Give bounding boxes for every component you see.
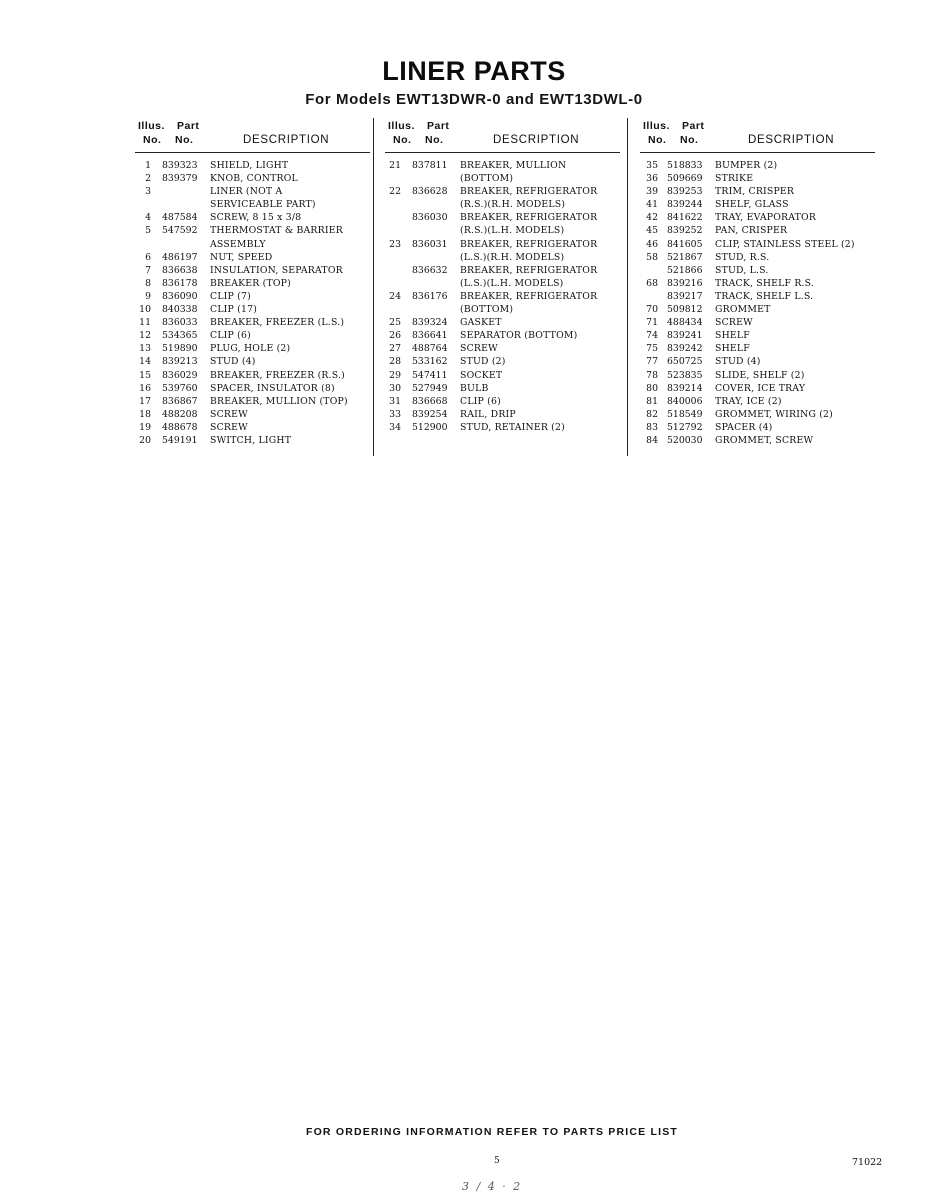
part-number: 839217 — [667, 290, 703, 302]
illus-number: 34 — [389, 421, 401, 433]
table-row — [385, 159, 620, 172]
illus-number: 6 — [145, 251, 151, 263]
part-description: SOCKET — [460, 369, 503, 381]
illus-number: 8 — [145, 277, 151, 289]
illus-number: 20 — [139, 434, 151, 446]
parts-list — [385, 159, 620, 434]
part-number: 836638 — [162, 264, 198, 276]
table-row — [640, 264, 875, 277]
part-number: 549191 — [162, 434, 198, 446]
illus-number: 22 — [389, 186, 401, 198]
illus-number: 29 — [389, 369, 401, 381]
header-part: Part — [682, 120, 705, 132]
table-row — [135, 329, 370, 342]
parts-column-2 — [385, 118, 620, 434]
illus-number: 80 — [646, 382, 658, 394]
table-row — [640, 408, 875, 421]
table-row — [640, 290, 875, 303]
illus-number: 3 — [145, 186, 151, 198]
table-row — [135, 211, 370, 224]
part-description: PAN, CRISPER — [715, 225, 788, 237]
part-description: (R.S.)(R.H. MODELS) — [460, 199, 566, 211]
part-description: BREAKER, FREEZER (R.S.) — [210, 369, 346, 381]
illus-number: 25 — [389, 317, 401, 329]
part-description: TRIM, CRISPER — [715, 186, 795, 198]
part-number: 839323 — [162, 160, 198, 171]
illus-number: 71 — [646, 317, 658, 329]
table-row — [135, 342, 370, 355]
illus-number: 27 — [389, 343, 401, 355]
document-number: 71022 — [852, 1157, 883, 1168]
parts-list — [135, 159, 370, 447]
part-number: 839253 — [667, 186, 703, 198]
illus-number: 13 — [139, 343, 151, 355]
page-number: 5 — [494, 1156, 500, 1166]
part-description: SPACER, INSULATOR (8) — [210, 382, 335, 394]
part-description: SCREW — [460, 343, 498, 355]
part-number: 521866 — [667, 264, 703, 276]
header-illus-no: No. — [648, 134, 667, 146]
part-number: 527949 — [412, 382, 448, 394]
table-row — [640, 251, 875, 264]
table-row — [640, 369, 875, 382]
table-row — [640, 382, 875, 395]
table-row — [385, 303, 620, 316]
part-description: STUD, L.S. — [715, 264, 769, 276]
illus-number: 12 — [139, 330, 151, 342]
illus-number: 14 — [139, 356, 151, 368]
illus-number: 23 — [389, 238, 401, 250]
parts-column-1 — [135, 118, 370, 447]
table-row — [640, 421, 875, 434]
table-row — [385, 382, 620, 395]
column-header — [135, 118, 370, 152]
illus-number: 11 — [139, 317, 151, 329]
part-description: KNOB, CONTROL — [210, 173, 298, 185]
column-divider — [627, 118, 628, 456]
illus-number: 26 — [389, 330, 401, 342]
table-row — [385, 198, 620, 211]
illus-number: 2 — [145, 173, 151, 185]
part-number: 839254 — [412, 408, 448, 420]
illus-number: 4 — [145, 212, 151, 224]
illus-number: 10 — [139, 304, 151, 316]
illus-number: 81 — [646, 395, 658, 407]
illus-number: 36 — [646, 173, 658, 185]
part-description: (BOTTOM) — [460, 304, 514, 316]
table-row — [640, 198, 875, 211]
header-description: DESCRIPTION — [243, 134, 330, 146]
part-description: LINER (NOT A — [210, 186, 283, 198]
table-row — [385, 369, 620, 382]
table-row — [135, 198, 370, 211]
part-number: 839324 — [412, 317, 448, 329]
part-description: BREAKER, REFRIGERATOR — [460, 212, 598, 224]
part-number: 509669 — [667, 173, 703, 185]
table-row — [135, 369, 370, 382]
part-description: CLIP (7) — [210, 290, 251, 302]
table-row — [385, 251, 620, 264]
part-description: THERMOSTAT & BARRIER — [210, 225, 343, 237]
illus-number: 24 — [389, 290, 401, 302]
illus-number: 58 — [646, 251, 658, 263]
table-row — [135, 290, 370, 303]
part-number: 488208 — [162, 408, 198, 420]
table-row — [135, 408, 370, 421]
table-row — [640, 316, 875, 329]
part-description: TRACK, SHELF L.S. — [715, 290, 814, 302]
part-number: 836031 — [412, 238, 448, 250]
header-part-no: No. — [425, 134, 444, 146]
part-number: 836030 — [412, 212, 448, 224]
table-row — [385, 316, 620, 329]
part-description: BREAKER, REFRIGERATOR — [460, 264, 598, 276]
table-row — [135, 303, 370, 316]
part-description: COVER, ICE TRAY — [715, 382, 806, 394]
part-description: GROMMET, SCREW — [715, 434, 814, 446]
part-number: 839379 — [162, 173, 198, 185]
page-subtitle: For Models EWT13DWR-0 and EWT13DWL-0 — [305, 91, 643, 108]
illus-number: 15 — [139, 369, 151, 381]
illus-number: 5 — [145, 225, 151, 237]
table-row — [385, 421, 620, 434]
illus-number: 45 — [646, 225, 658, 237]
illus-number: 46 — [646, 238, 658, 250]
table-row — [385, 238, 620, 251]
part-number: 509812 — [667, 304, 703, 316]
part-description: STRIKE — [715, 173, 754, 185]
table-row — [640, 355, 875, 368]
part-number: 836090 — [162, 290, 198, 302]
table-row — [640, 434, 875, 447]
table-row — [385, 395, 620, 408]
part-description: BREAKER, FREEZER (L.S.) — [210, 317, 345, 329]
part-number: 534365 — [162, 330, 198, 342]
header-illus-no: No. — [143, 134, 162, 146]
column-divider — [373, 118, 374, 456]
part-description: (L.S.)(R.H. MODELS) — [460, 251, 565, 263]
table-row — [385, 172, 620, 185]
table-row — [135, 159, 370, 172]
header-illus: Illus. — [388, 120, 415, 132]
part-description: BULB — [460, 382, 489, 394]
part-number: 512900 — [412, 421, 448, 433]
part-description: GROMMET — [715, 304, 771, 316]
part-number: 839213 — [162, 356, 198, 368]
part-number: 839241 — [667, 330, 703, 342]
header-illus: Illus. — [643, 120, 670, 132]
part-number: 486197 — [162, 251, 198, 263]
part-number: 488434 — [667, 317, 703, 329]
part-number: 836029 — [162, 369, 198, 381]
illus-number: 39 — [646, 186, 658, 198]
part-description: BREAKER, MULLION (TOP) — [210, 395, 348, 407]
table-row — [385, 329, 620, 342]
part-number: 533162 — [412, 356, 448, 368]
illus-number: 82 — [646, 408, 658, 420]
table-row — [640, 159, 875, 172]
table-row — [385, 408, 620, 421]
table-row — [640, 211, 875, 224]
table-row — [385, 185, 620, 198]
part-number: 836628 — [412, 186, 448, 198]
illus-number: 83 — [646, 421, 658, 433]
illus-number: 74 — [646, 330, 658, 342]
table-row — [640, 185, 875, 198]
illus-number: 7 — [145, 264, 151, 276]
part-description: TRAY, ICE (2) — [715, 395, 782, 407]
part-number: 840006 — [667, 395, 703, 407]
part-number: 841622 — [667, 212, 703, 224]
illus-number: 75 — [646, 343, 658, 355]
table-row — [640, 342, 875, 355]
part-number: 547592 — [162, 225, 198, 237]
table-row — [135, 264, 370, 277]
part-number: 839242 — [667, 343, 703, 355]
part-number: 518549 — [667, 408, 703, 420]
part-description: STUD, R.S. — [715, 251, 770, 263]
column-header — [385, 118, 620, 152]
part-description: TRAY, EVAPORATOR — [715, 212, 817, 224]
part-description: SCREW — [210, 421, 248, 433]
illus-number: 18 — [139, 408, 151, 420]
illus-number: 68 — [646, 277, 658, 289]
illus-number: 33 — [389, 408, 401, 420]
table-row — [135, 172, 370, 185]
table-row — [385, 290, 620, 303]
illus-number: 9 — [145, 290, 151, 302]
part-number: 837811 — [412, 160, 448, 171]
table-row — [640, 303, 875, 316]
table-row — [135, 251, 370, 264]
part-description: SERVICEABLE PART) — [210, 199, 316, 211]
part-description: SPACER (4) — [715, 421, 773, 433]
header-description: DESCRIPTION — [748, 134, 835, 146]
part-description: SHIELD, LIGHT — [210, 160, 289, 171]
part-description: INSULATION, SEPARATOR — [210, 264, 343, 276]
part-description: SHELF — [715, 343, 750, 355]
table-row — [135, 382, 370, 395]
part-description: SLIDE, SHELF (2) — [715, 369, 805, 381]
header-part: Part — [177, 120, 200, 132]
table-row — [385, 211, 620, 224]
part-description: BREAKER, REFRIGERATOR — [460, 186, 598, 198]
part-number: 839244 — [667, 199, 703, 211]
part-number: 836176 — [412, 290, 448, 302]
part-number: 836178 — [162, 277, 198, 289]
part-number: 841605 — [667, 238, 703, 250]
parts-column-3 — [640, 118, 875, 447]
part-number: 840338 — [162, 304, 198, 316]
illus-number: 31 — [389, 395, 401, 407]
part-number: 512792 — [667, 421, 703, 433]
illus-number: 30 — [389, 382, 401, 394]
part-description: SHELF, GLASS — [715, 199, 789, 211]
table-row — [135, 395, 370, 408]
part-number: 836641 — [412, 330, 448, 342]
part-description: GROMMET, WIRING (2) — [715, 408, 834, 420]
handwritten-mark: 3 / 4 · 2 — [462, 1180, 523, 1193]
header-description: DESCRIPTION — [493, 134, 580, 146]
table-row — [385, 355, 620, 368]
illus-number: 28 — [389, 356, 401, 368]
part-description: STUD (2) — [460, 356, 506, 368]
illus-number: 78 — [646, 369, 658, 381]
part-description: SWITCH, LIGHT — [210, 434, 292, 446]
table-row — [135, 434, 370, 447]
table-row — [640, 395, 875, 408]
part-number: 523835 — [667, 369, 703, 381]
header-rule — [385, 152, 620, 153]
page-title: LINER PARTS — [382, 56, 566, 86]
part-description: TRACK, SHELF R.S. — [715, 277, 815, 289]
table-row — [135, 224, 370, 237]
illus-number: 1 — [145, 160, 151, 171]
part-description: (BOTTOM) — [460, 173, 514, 185]
part-description: SHELF — [715, 330, 750, 342]
illus-number: 16 — [139, 382, 151, 394]
table-row — [640, 224, 875, 237]
part-number: 519890 — [162, 343, 198, 355]
part-number: 839252 — [667, 225, 703, 237]
part-description: STUD (4) — [210, 356, 256, 368]
part-number: 487584 — [162, 212, 198, 224]
illus-number: 42 — [646, 212, 658, 224]
table-row — [135, 185, 370, 198]
part-description: SCREW — [210, 408, 248, 420]
part-description: CLIP (6) — [460, 395, 501, 407]
table-row — [385, 224, 620, 237]
part-description: BUMPER (2) — [715, 160, 778, 171]
illus-number: 70 — [646, 304, 658, 316]
part-number: 836668 — [412, 395, 448, 407]
part-description: BREAKER, REFRIGERATOR — [460, 238, 598, 250]
illus-number: 84 — [646, 434, 658, 446]
header-illus: Illus. — [138, 120, 165, 132]
table-row — [385, 277, 620, 290]
part-number: 839214 — [667, 382, 703, 394]
illus-number: 19 — [139, 421, 151, 433]
table-row — [640, 329, 875, 342]
ordering-note: FOR ORDERING INFORMATION REFER TO PARTS PRICE LIST — [305, 1126, 679, 1138]
part-description: BREAKER, MULLION — [460, 160, 567, 171]
part-description: SCREW — [715, 317, 753, 329]
table-row — [135, 421, 370, 434]
table-row — [135, 238, 370, 251]
table-row — [135, 355, 370, 368]
part-description: CLIP, STAINLESS STEEL (2) — [715, 238, 855, 250]
part-description: SCREW, 8 15 x 3/8 — [210, 212, 302, 224]
part-number: 547411 — [412, 369, 448, 381]
table-row — [640, 277, 875, 290]
header-part: Part — [427, 120, 450, 132]
part-description: STUD (4) — [715, 356, 761, 368]
part-number: 650725 — [667, 356, 703, 368]
table-row — [640, 172, 875, 185]
header-rule — [135, 152, 370, 153]
part-description: BREAKER (TOP) — [210, 277, 291, 289]
part-number: 836867 — [162, 395, 198, 407]
column-header — [640, 118, 875, 152]
part-number: 518833 — [667, 160, 703, 171]
part-description: ASSEMBLY — [210, 238, 266, 250]
part-description: (L.S.)(L.H. MODELS) — [460, 277, 564, 289]
illus-number: 41 — [646, 199, 658, 211]
illus-number: 35 — [646, 160, 658, 171]
part-number: 521867 — [667, 251, 703, 263]
illus-number: 77 — [646, 356, 658, 368]
illus-number: 21 — [389, 160, 401, 171]
part-number: 836632 — [412, 264, 448, 276]
header-part-no: No. — [175, 134, 194, 146]
part-description: GASKET — [460, 317, 502, 329]
illus-number: 17 — [139, 395, 151, 407]
table-row — [135, 277, 370, 290]
table-row — [385, 342, 620, 355]
part-description: (R.S.)(L.H. MODELS) — [460, 225, 565, 237]
part-number: 520030 — [667, 434, 703, 446]
table-row — [640, 238, 875, 251]
part-description: CLIP (6) — [210, 330, 251, 342]
part-number: 488764 — [412, 343, 448, 355]
table-row — [135, 316, 370, 329]
part-description: PLUG, HOLE (2) — [210, 343, 291, 355]
part-description: CLIP (17) — [210, 304, 258, 316]
part-description: STUD, RETAINER (2) — [460, 421, 565, 433]
header-illus-no: No. — [393, 134, 412, 146]
part-number: 839216 — [667, 277, 703, 289]
table-row — [385, 264, 620, 277]
part-description: SEPARATOR (BOTTOM) — [460, 330, 578, 342]
part-description: NUT, SPEED — [210, 251, 273, 263]
part-description: RAIL, DRIP — [460, 408, 516, 420]
parts-list — [640, 159, 875, 447]
part-description: BREAKER, REFRIGERATOR — [460, 290, 598, 302]
header-part-no: No. — [680, 134, 699, 146]
part-number: 539760 — [162, 382, 198, 394]
part-number: 836033 — [162, 317, 198, 329]
header-rule — [640, 152, 875, 153]
part-number: 488678 — [162, 421, 198, 433]
